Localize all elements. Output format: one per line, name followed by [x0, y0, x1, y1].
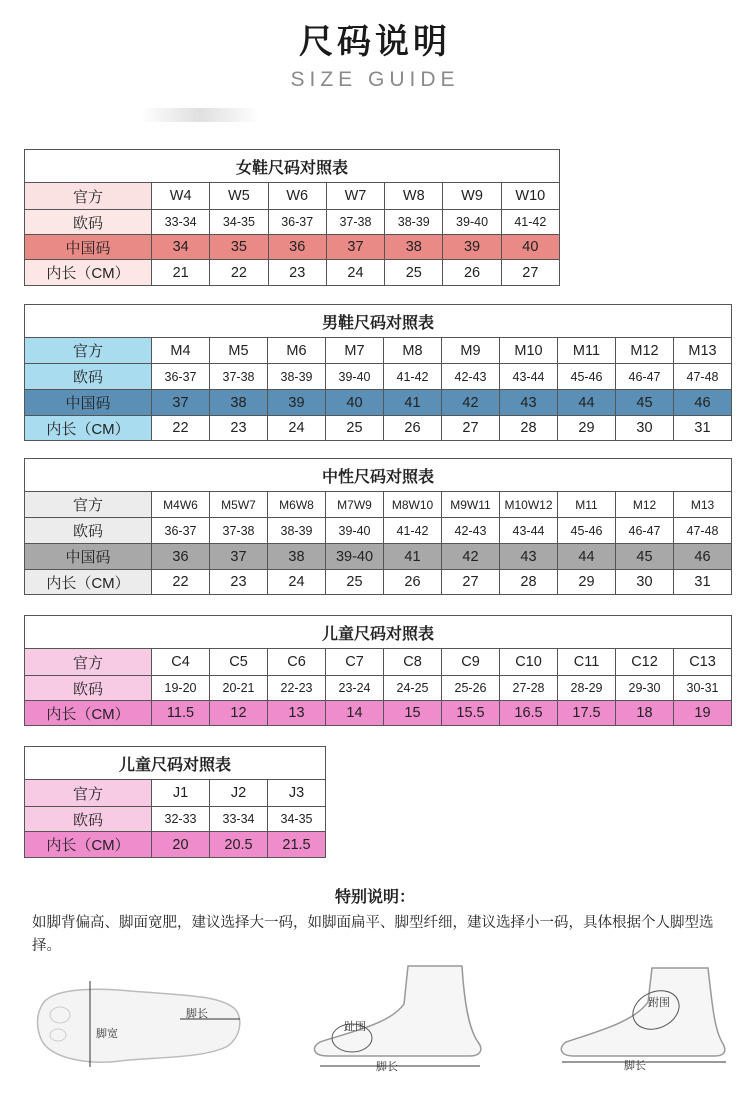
cell-kids-official-2: C6: [268, 649, 326, 676]
foot-length-label-1: 脚长: [186, 1007, 208, 1020]
cell-men-eu-8: 46-47: [616, 364, 674, 390]
cell-women-official-2: W6: [268, 183, 326, 210]
cell-unisex-cn-8: 45: [616, 544, 674, 570]
cell-men-official-7: M11: [558, 338, 616, 364]
cell-kids-eu-2: 22-23: [268, 676, 326, 701]
cell-unisex-cn-6: 43: [500, 544, 558, 570]
foot-outline-icon: [38, 989, 240, 1062]
row-label-official: 官方: [25, 649, 152, 676]
foot-length-label-2: 脚长: [376, 1060, 398, 1073]
row-label-length: 内长（CM）: [25, 260, 152, 286]
cell-women-cn-2: 36: [268, 235, 326, 260]
row-label-eu: 欧码: [25, 364, 152, 390]
cell-kids-official-8: C12: [616, 649, 674, 676]
row-label-official: 官方: [25, 338, 152, 364]
cell-men-cn-4: 41: [384, 390, 442, 416]
cell-kids-official-5: C9: [442, 649, 500, 676]
cell-unisex-official-2: M6W8: [268, 492, 326, 518]
cell-women-official-4: W8: [385, 183, 443, 210]
cell-women-eu-3: 37-38: [326, 210, 384, 235]
cell-men-official-8: M12: [616, 338, 674, 364]
cell-men-official-2: M6: [268, 338, 326, 364]
cell-unisex-official-5: M9W11: [442, 492, 500, 518]
cell-men-official-9: M13: [674, 338, 732, 364]
cell-kids-eu-3: 23-24: [326, 676, 384, 701]
cell-men-official-6: M10: [500, 338, 558, 364]
unisex-size-table: [24, 458, 732, 595]
cell-women-official-3: W7: [326, 183, 384, 210]
cell-women-length-4: 25: [385, 260, 443, 286]
cell-unisex-official-4: M8W10: [384, 492, 442, 518]
row-label-official: 官方: [25, 183, 152, 210]
cell-women-length-6: 27: [501, 260, 559, 286]
cell-kids-eu-7: 28-29: [558, 676, 616, 701]
cell-unisex-eu-5: 42-43: [442, 518, 500, 544]
cell-men-length-3: 25: [326, 416, 384, 441]
cell-unisex-cn-9: 46: [674, 544, 732, 570]
cell-men-length-0: 22: [152, 416, 210, 441]
cell-men-official-1: M5: [210, 338, 268, 364]
notes-body: 如脚背偏高、脚面宽肥，建议选择大一码，如脚面扁平、脚型纤细，建议选择小一码，具体根据个人脚型选择。: [32, 915, 714, 954]
cell-women-cn-6: 40: [501, 235, 559, 260]
cell-unisex-length-9: 31: [674, 570, 732, 595]
cell-kids2-eu-0: 32-33: [152, 807, 210, 832]
cell-men-eu-7: 45-46: [558, 364, 616, 390]
cell-men-official-5: M9: [442, 338, 500, 364]
row-label-eu: 欧码: [25, 676, 152, 701]
kids-table-title: 儿童尺码对照表: [25, 616, 732, 649]
cell-kids-length-4: 15: [384, 701, 442, 726]
cell-kids-length-5: 15.5: [442, 701, 500, 726]
cell-kids-eu-1: 20-21: [210, 676, 268, 701]
women-table-title: 女鞋尺码对照表: [25, 150, 560, 183]
cell-women-eu-1: 34-35: [210, 210, 268, 235]
cell-women-official-1: W5: [210, 183, 268, 210]
kids2-table-title: 儿童尺码对照表: [25, 747, 326, 780]
cell-unisex-official-0: M4W6: [152, 492, 210, 518]
foot-length-label-3: 脚长: [624, 1059, 646, 1072]
cell-kids-length-1: 12: [210, 701, 268, 726]
cell-unisex-cn-1: 37: [210, 544, 268, 570]
cell-men-cn-8: 45: [616, 390, 674, 416]
cell-kids-eu-4: 24-25: [384, 676, 442, 701]
cell-women-length-0: 21: [152, 260, 210, 286]
cell-women-length-1: 22: [210, 260, 268, 286]
kids-size-table-2: [24, 746, 326, 858]
row-label-official: 官方: [25, 492, 152, 518]
cell-women-eu-4: 38-39: [385, 210, 443, 235]
side-foot-icon: [561, 968, 724, 1056]
cell-men-eu-0: 36-37: [152, 364, 210, 390]
row-label-eu: 欧码: [25, 210, 152, 235]
cell-unisex-eu-0: 36-37: [152, 518, 210, 544]
cell-kids-eu-6: 27-28: [500, 676, 558, 701]
foot-toe-girth-figure: [300, 958, 510, 1076]
cell-men-cn-9: 46: [674, 390, 732, 416]
cell-kids-length-2: 13: [268, 701, 326, 726]
cell-kids2-official-0: J1: [152, 780, 210, 807]
row-label-cn: 中国码: [25, 235, 152, 260]
cell-men-cn-5: 42: [442, 390, 500, 416]
women-size-table: [24, 149, 560, 286]
cell-unisex-eu-2: 38-39: [268, 518, 326, 544]
cell-unisex-length-3: 25: [326, 570, 384, 595]
kids-size-table: [24, 615, 732, 726]
cell-kids-eu-8: 29-30: [616, 676, 674, 701]
cell-men-length-2: 24: [268, 416, 326, 441]
cell-unisex-eu-8: 46-47: [616, 518, 674, 544]
cell-unisex-cn-0: 36: [152, 544, 210, 570]
side-foot-icon: [314, 966, 480, 1056]
cell-kids-length-6: 16.5: [500, 701, 558, 726]
cell-unisex-length-8: 30: [616, 570, 674, 595]
cell-kids-length-8: 18: [616, 701, 674, 726]
cell-men-eu-1: 37-38: [210, 364, 268, 390]
cell-women-eu-5: 39-40: [443, 210, 501, 235]
men-size-table: [24, 304, 732, 441]
cell-men-eu-4: 41-42: [384, 364, 442, 390]
row-label-cn: 中国码: [25, 390, 152, 416]
cell-kids2-official-1: J2: [210, 780, 268, 807]
cell-kids2-length-1: 20.5: [210, 832, 268, 858]
foot-instep-girth-figure: [548, 962, 738, 1076]
row-label-length: 内长（CM）: [25, 416, 152, 441]
cell-unisex-cn-5: 42: [442, 544, 500, 570]
cell-unisex-length-2: 24: [268, 570, 326, 595]
cell-unisex-length-1: 23: [210, 570, 268, 595]
cell-unisex-official-8: M12: [616, 492, 674, 518]
cell-unisex-official-3: M7W9: [326, 492, 384, 518]
decorative-smudge: [140, 108, 260, 122]
cell-women-eu-2: 36-37: [268, 210, 326, 235]
cell-men-length-8: 30: [616, 416, 674, 441]
cell-kids-length-9: 19: [674, 701, 732, 726]
row-label-eu: 欧码: [25, 807, 152, 832]
cell-men-length-7: 29: [558, 416, 616, 441]
cell-unisex-eu-7: 45-46: [558, 518, 616, 544]
cell-kids2-length-2: 21.5: [268, 832, 326, 858]
cell-unisex-length-5: 27: [442, 570, 500, 595]
cell-unisex-eu-4: 41-42: [384, 518, 442, 544]
cell-women-official-5: W9: [443, 183, 501, 210]
row-label-length: 内长（CM）: [25, 570, 152, 595]
cell-men-eu-2: 38-39: [268, 364, 326, 390]
cell-men-eu-6: 43-44: [500, 364, 558, 390]
cell-kids2-length-0: 20: [152, 832, 210, 858]
cell-unisex-official-1: M5W7: [210, 492, 268, 518]
cell-unisex-eu-3: 39-40: [326, 518, 384, 544]
cell-kids2-official-2: J3: [268, 780, 326, 807]
cell-women-official-6: W10: [501, 183, 559, 210]
cell-men-length-1: 23: [210, 416, 268, 441]
cell-kids-official-1: C5: [210, 649, 268, 676]
cell-kids-eu-0: 19-20: [152, 676, 210, 701]
cell-women-eu-0: 33-34: [152, 210, 210, 235]
cell-kids-official-9: C13: [674, 649, 732, 676]
cell-men-cn-2: 39: [268, 390, 326, 416]
cell-kids-length-7: 17.5: [558, 701, 616, 726]
row-label-cn: 中国码: [25, 544, 152, 570]
cell-men-official-0: M4: [152, 338, 210, 364]
cell-unisex-length-6: 28: [500, 570, 558, 595]
row-label-length: 内长（CM）: [25, 701, 152, 726]
cell-men-official-4: M8: [384, 338, 442, 364]
cell-men-cn-3: 40: [326, 390, 384, 416]
cell-kids2-eu-2: 34-35: [268, 807, 326, 832]
cell-unisex-official-7: M11: [558, 492, 616, 518]
toe-girth-label: 趾围: [344, 1020, 366, 1033]
page-subtitle: SIZE GUIDE: [290, 68, 460, 91]
cell-kids-eu-5: 25-26: [442, 676, 500, 701]
cell-unisex-cn-4: 41: [384, 544, 442, 570]
cell-unisex-cn-3: 39-40: [326, 544, 384, 570]
cell-women-cn-5: 39: [443, 235, 501, 260]
row-label-length: 内长（CM）: [25, 832, 152, 858]
cell-unisex-cn-7: 44: [558, 544, 616, 570]
notes-title: 特别说明：: [334, 887, 415, 906]
cell-unisex-eu-6: 43-44: [500, 518, 558, 544]
foot-width-label: 脚宽: [96, 1027, 118, 1040]
cell-unisex-length-0: 22: [152, 570, 210, 595]
cell-men-eu-9: 47-48: [674, 364, 732, 390]
cell-women-length-5: 26: [443, 260, 501, 286]
cell-kids-length-0: 11.5: [152, 701, 210, 726]
cell-unisex-length-4: 26: [384, 570, 442, 595]
cell-kids-official-7: C11: [558, 649, 616, 676]
cell-men-official-3: M7: [326, 338, 384, 364]
cell-kids-eu-9: 30-31: [674, 676, 732, 701]
page-title: 尺码说明: [299, 22, 451, 62]
cell-women-eu-6: 41-42: [501, 210, 559, 235]
cell-women-cn-3: 37: [326, 235, 384, 260]
cell-women-official-0: W4: [152, 183, 210, 210]
cell-men-length-4: 26: [384, 416, 442, 441]
cell-kids-official-4: C8: [384, 649, 442, 676]
cell-unisex-official-6: M10W12: [500, 492, 558, 518]
cell-men-eu-3: 39-40: [326, 364, 384, 390]
cell-women-length-2: 23: [268, 260, 326, 286]
cell-men-eu-5: 42-43: [442, 364, 500, 390]
cell-women-cn-4: 38: [385, 235, 443, 260]
cell-men-cn-0: 37: [152, 390, 210, 416]
cell-kids-length-3: 14: [326, 701, 384, 726]
cell-kids-official-0: C4: [152, 649, 210, 676]
cell-men-length-5: 27: [442, 416, 500, 441]
men-table-title: 男鞋尺码对照表: [25, 305, 732, 338]
cell-men-length-9: 31: [674, 416, 732, 441]
cell-kids-official-6: C10: [500, 649, 558, 676]
cell-kids-official-3: C7: [326, 649, 384, 676]
cell-women-cn-1: 35: [210, 235, 268, 260]
cell-women-cn-0: 34: [152, 235, 210, 260]
cell-unisex-cn-2: 38: [268, 544, 326, 570]
instep-girth-label: 跗围: [648, 996, 670, 1009]
cell-men-cn-7: 44: [558, 390, 616, 416]
cell-unisex-eu-1: 37-38: [210, 518, 268, 544]
cell-unisex-eu-9: 47-48: [674, 518, 732, 544]
cell-men-length-6: 28: [500, 416, 558, 441]
unisex-table-title: 中性尺码对照表: [25, 459, 732, 492]
foot-width-length-figure: [30, 975, 250, 1075]
cell-unisex-official-9: M13: [674, 492, 732, 518]
row-label-official: 官方: [25, 780, 152, 807]
cell-unisex-length-7: 29: [558, 570, 616, 595]
cell-men-cn-6: 43: [500, 390, 558, 416]
cell-men-cn-1: 38: [210, 390, 268, 416]
cell-kids2-eu-1: 33-34: [210, 807, 268, 832]
cell-women-length-3: 24: [326, 260, 384, 286]
row-label-eu: 欧码: [25, 518, 152, 544]
